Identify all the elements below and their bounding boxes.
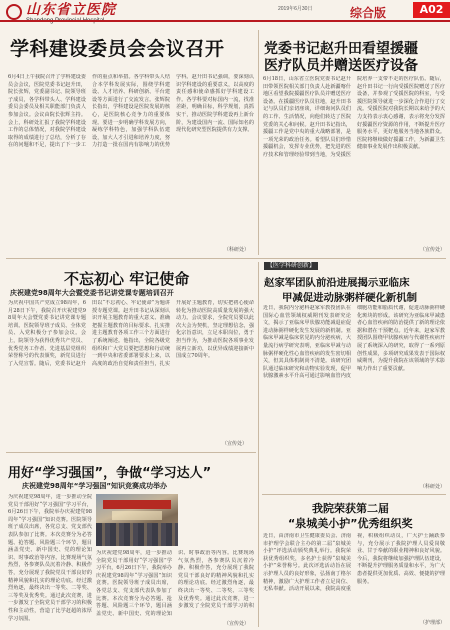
article-2-headline-line2: 医疗队员并赠送医疗设备 [264,58,418,74]
article-3-subhead: 庆祝建党98周年大会暨党委书记讲党课专题培训召开 [10,289,174,297]
article-4-body: 近日，我院内分泌科赵家军教授团队在国际心血管领域权威期刊发表研究论文，揭示了亚临床甲状腺功能减退症促进动脉粥样硬化发生发展的新机制。亚临床甲减是临床常见的内分泌疾病，大量流行病学研究表明，亚临床甲减与动脉粥样硬化性心血管疾病的发生密切相关，但其具体机制尚不清楚。该研究团队通过临床研究和动物实验发现，促甲状腺激素水平升高可通过影响血管内皮细胞功能和脂质代谢，促进动脉粥样硬化斑块的形成。该研究为亚临床甲减患者心血管疾病的防治提供了新的理论依据和潜在干预靶点。近年来，赵家军教授团队围绕甲状腺疾病与代谢性疾病开展了系统深入的研究，取得了一系列原创性成果，多项研究成果发表于国际权威期刊，为提升我院在该领域的学术影响力作出了重要贡献。 [263,305,445,380]
article-5-photo [96,494,178,546]
article-1-byline: （科研处） [224,247,250,253]
article-6-byline: （护理部） [420,620,446,626]
page-number-badge: A02 [413,2,450,18]
article-5-byline: （宣传处） [224,621,250,627]
issue-date: 2019年6月30日 [278,6,313,12]
article-2-byline: （宣传处） [420,247,446,253]
article-4-tag: 【医学科研创新】 [264,262,318,270]
article-2-body: 6月18日，山东省立医院党委书记赵升田带领医院相关部门负责人赴新疆喀什地区看望我院援疆医疗队员并赠送医疗设备。在援疆医疗队员驻地，赵升田书记与队员们亲切座谈，详细询问队员们的工作、生活情况，向他们转达了医院党委的关心和问候。赵升田书记指出，援疆工作是党中央的重大战略部署，是一项光荣的政治任务。希望队员们珍惜援疆机会，发挥专业优势，把先进的医疗技术和管理经验带到当地，为受援医院培养一支带不走的医疗队伍。随后，赵升田书记一行向受援医院赠送了医疗设备，并参观了受援医院的科室，与受援医院领导就进一步深化合作进行了交流。受援医院对我院长期以来给予的大力支持表示衷心感谢，表示将充分发挥好援疆医疗资源的作用，不断提升医疗服务水平，更好地服务当地各族群众。医院将继续做好援疆工作，为新疆卫生健康事业发展作出积极贡献。 [263,76,445,158]
article-5-subhead: 庆祝建党98周年“学习强国”知识竞赛成功举办 [22,482,167,490]
hospital-logo-icon [6,4,22,20]
article-1-body: 6月4日上午我院召开了学科建设委员会会议，医院党委书记赵升田，院长张辉，党委副书记、院领导班子成员，各学科带头人、学科建设委员会委员及相关职能部门负责人参加会议。会议由院长张辉主持。会上，科研处汇报了我院学科建设工作的总体情况，对我院学科建设取得的成绩进行了总结，分析了存在的问题和不足，提出了下一步工作的重点和举措。各学科带头人结合本学科发展实际，围绕学科建设、人才培养、科研创新、平台建设等方面进行了交流发言。张辉院长指出，学科建设是医院发展的核心，是医院核心竞争力的重要体现。要进一步明确学科发展方向，凝练学科特色，加强学科队伍建设，加大人才引进和培养力度，努力打造一批在国内有影响力的优势学科。赵升田书记强调，要深刻认识学科建设的重要意义，以高度的责任感和使命感抓好学科建设工作。各学科要对标国内一流，找准差距，明确目标，科学规划，真抓实干，推动医院学科建设再上新台阶，为建设国内一流、国际知名的现代化研究型医院提供有力支撑。 [8,74,254,149]
section-name: 综合版 [350,6,387,20]
section-divider [6,452,256,453]
article-2-headline-line1: 党委书记赵升田看望援疆 [264,41,418,57]
article-3-body: 为庆祝中国共产党成立98周年，6月28日下午，我院召开庆祝建党98周年大会暨党委书记讲党课专题培训。医院领导班子成员、全体党员、入党积极分子参加会议。会上，院领导为获得优秀共产党员、优秀党务工作者、先进基层党组织荣誉称号的代表颁奖，新党员进行了入党宣誓。随后，党委书记赵升田以“不忘初心、牢记使命”为题讲授专题党课。赵升田书记从深刻认识开展主题教育的重大意义、准确把握主题教育的目标要求、扎实推进主题教育各项工作三个方面进行了系统阐述。他指出，全院各级党组织和广大党员要把思想和行动统一到中央和省委部署要求上来，以高度的政治自觉和责任担当，扎实开展好主题教育，切实把初心使命转化为推动医院高质量发展的强大动力。会议要求，全院党员要以此次大会为契机，坚定理想信念，强化宗旨意识，立足本职岗位，勇于担当作为，为推动医院各项事业发展再立新功，以优异成绩迎接新中国成立70周年。 [8,300,254,367]
article-5-body-continued: 为庆祝建党98周年，进一步推动全院党员干部用好“学习强国”学习平台，6月26日下午，我院举办庆祝建党98周年“学习强国”知识竞赛。医院领导班子成员出席，各党总支、党支部代表队参加了比赛。本次竞赛分为必答题、抢答题、风险题三个环节，题目涵盖党史、新中国史、党的理论知识、时事政治等内容。比赛现场气氛热烈，各参赛队员沉着冷静、积极作答，充分展现了我院党员干部良好的精神风貌和扎实的理论功底。经过激烈角逐，最终决出一等奖、二等奖、三等奖及优秀奖。通过此次竞赛，进一步激发了全院党员干部学习的积 [96,550,254,617]
article-4-byline: （科研处） [420,484,446,490]
masthead-rule [0,20,450,22]
article-3-headline: 不忘初心 牢记使命 [64,270,190,288]
article-6-body: 近日，由济南市卫生健康委员会、济南市护理学会联合主办的第二届“泉城美小护”评选活动颁奖典礼举行。我院荣获优秀组织奖，多名护士获得“泉城美小护”荣誉称号。此次评选活动旨在展示护理人员的良好形象，弘扬南丁格尔精神，激励广大护理工作者立足岗位、无私奉献。活动开展以来，我院高度重视，积极组织动员，广大护士踊跃参与，充分展示了我院护理人员爱岗敬业、甘于奉献的职业精神和良好风貌。今后，我院将继续加强护理队伍建设，不断提升护理服务质量和水平，为广大患者提供更加优质、高效、便捷的护理服务。 [263,533,445,593]
article-1-headline: 学科建设委员会会议召开 [10,38,225,60]
logo-chinese: 山东省立医院 [26,2,116,18]
article-6-headline-line2: “泉城美小护”优秀组织奖 [288,517,413,530]
column-divider [258,262,259,627]
article-4-headline-line1: 赵家军团队前沿进展揭示亚临床 [264,277,410,289]
article-5-body: 为庆祝建党98周年，进一步推动全院党员干部用好“学习强国”学习平台，6月26日下午，我院举办庆祝建党98周年“学习强国”知识竞赛。医院领导班子成员出席，各党总支、党支部代表队参加了比赛。本次竞赛分为必答题、抢答题、风险题三个环节，题目涵盖党史、新中国史、党的理论知识、时事政治等内容。比赛现场气氛热烈，各参赛队员沉着冷静、积极作答，充分展现了我院党员干部良好的精神风貌和扎实的理论功底。经过激烈角逐，最终决出一等奖、二等奖、三等奖及优秀奖。通过此次竞赛，进一步激发了全院党员干部学习的积极性和主动性，营造了比学赶超的浓厚学习氛围。 [8,494,92,622]
article-5-headline: 用好“学习强国”，争做“学习达人” [8,466,212,481]
article-4-headline-line2: 甲减促进动脉粥样硬化新机制 [282,292,418,304]
section-divider [6,258,446,259]
section-divider [262,494,446,495]
article-6-headline-line1: 我院荣获第二届 [312,502,389,515]
column-divider [258,30,259,255]
article-3-byline: （宣传处） [222,441,248,447]
